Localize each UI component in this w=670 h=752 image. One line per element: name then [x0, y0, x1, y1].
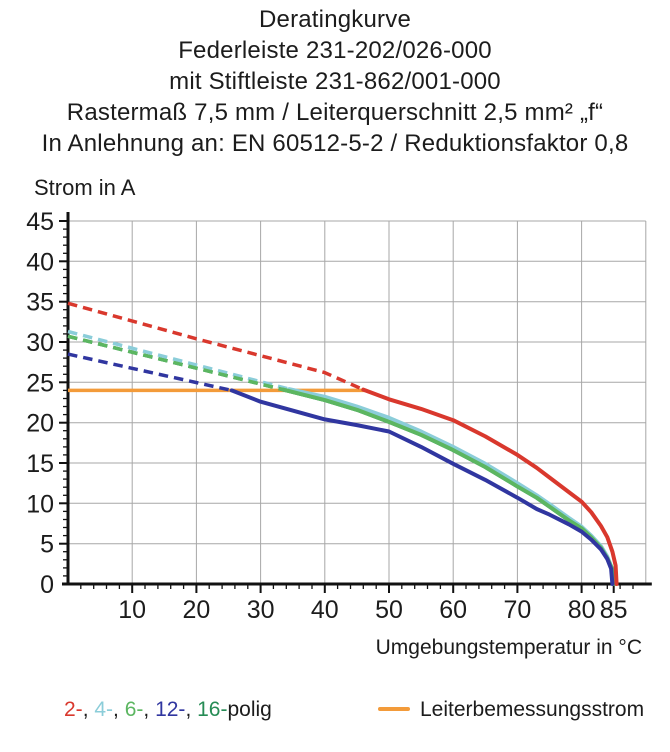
svg-text:30: 30 — [246, 596, 275, 624]
series-12-polig-solid — [232, 390, 613, 584]
svg-text:40: 40 — [310, 596, 339, 624]
svg-text:50: 50 — [375, 596, 403, 624]
svg-text:10: 10 — [26, 490, 54, 519]
title-line-2: Federleiste 231-202/026-000 — [178, 37, 492, 64]
svg-text:0: 0 — [40, 571, 54, 599]
legend-pole-12polig: 12- — [155, 698, 186, 721]
title-line-3: mit Stiftleiste 231-862/001-000 — [169, 68, 501, 95]
svg-text:40: 40 — [26, 248, 54, 277]
rated-current-label: Leiterbemessungsstrom — [420, 698, 645, 722]
title-line-1: Deratingkurve — [258, 6, 411, 33]
title-line-4: Rastermaß 7,5 mm / Leiterquerschnitt 2,5 mm² „f“ — [66, 99, 604, 126]
legend-pole-2polig: 2- — [64, 698, 83, 721]
svg-text:20: 20 — [26, 409, 54, 438]
svg-text:60: 60 — [439, 596, 468, 624]
rated-current-legend — [378, 698, 644, 722]
series-12-polig — [68, 354, 612, 584]
legend-pole-4polig: 4- — [94, 698, 114, 721]
legend-suffix: polig — [227, 698, 272, 721]
svg-text:10: 10 — [118, 596, 147, 624]
axis-lines — [62, 212, 652, 586]
legend-separator: , — [113, 698, 125, 721]
pole-count-legend — [64, 698, 272, 722]
legend-row — [0, 698, 670, 728]
svg-text:70: 70 — [503, 596, 532, 624]
svg-text:45: 45 — [26, 208, 54, 236]
y-axis-title: Strom in A — [34, 175, 136, 200]
legend-pole-6polig: 6- — [124, 698, 144, 721]
svg-text:5: 5 — [40, 530, 54, 559]
svg-text:20: 20 — [182, 596, 211, 624]
x-tick-labels — [118, 596, 627, 624]
title-line-5: In Anlehnung an: EN 60512-5-2 / Reduktionsfaktor 0,8 — [41, 130, 629, 157]
series-2-polig-dashed — [68, 303, 363, 389]
legend-separator: , — [185, 698, 198, 721]
rated-current-line-swatch — [378, 707, 410, 711]
x-axis-title: Umgebungstemperatur in °C — [375, 636, 642, 659]
series-2-polig-solid — [363, 390, 616, 584]
series-2-polig — [68, 303, 617, 584]
major-ticks — [59, 221, 614, 593]
svg-text:15: 15 — [26, 450, 54, 478]
legend-separator: , — [143, 698, 156, 721]
svg-text:80: 80 — [567, 596, 596, 624]
y-tick-labels — [26, 208, 54, 599]
legend-pole-16polig: 16- — [197, 698, 228, 721]
grid-lines — [68, 221, 646, 584]
series-4-polig — [68, 332, 614, 585]
legend-separator: , — [82, 698, 95, 721]
svg-text:35: 35 — [26, 288, 54, 317]
svg-text:85: 85 — [599, 596, 628, 624]
svg-text:30: 30 — [26, 329, 54, 357]
svg-text:25: 25 — [26, 369, 54, 398]
